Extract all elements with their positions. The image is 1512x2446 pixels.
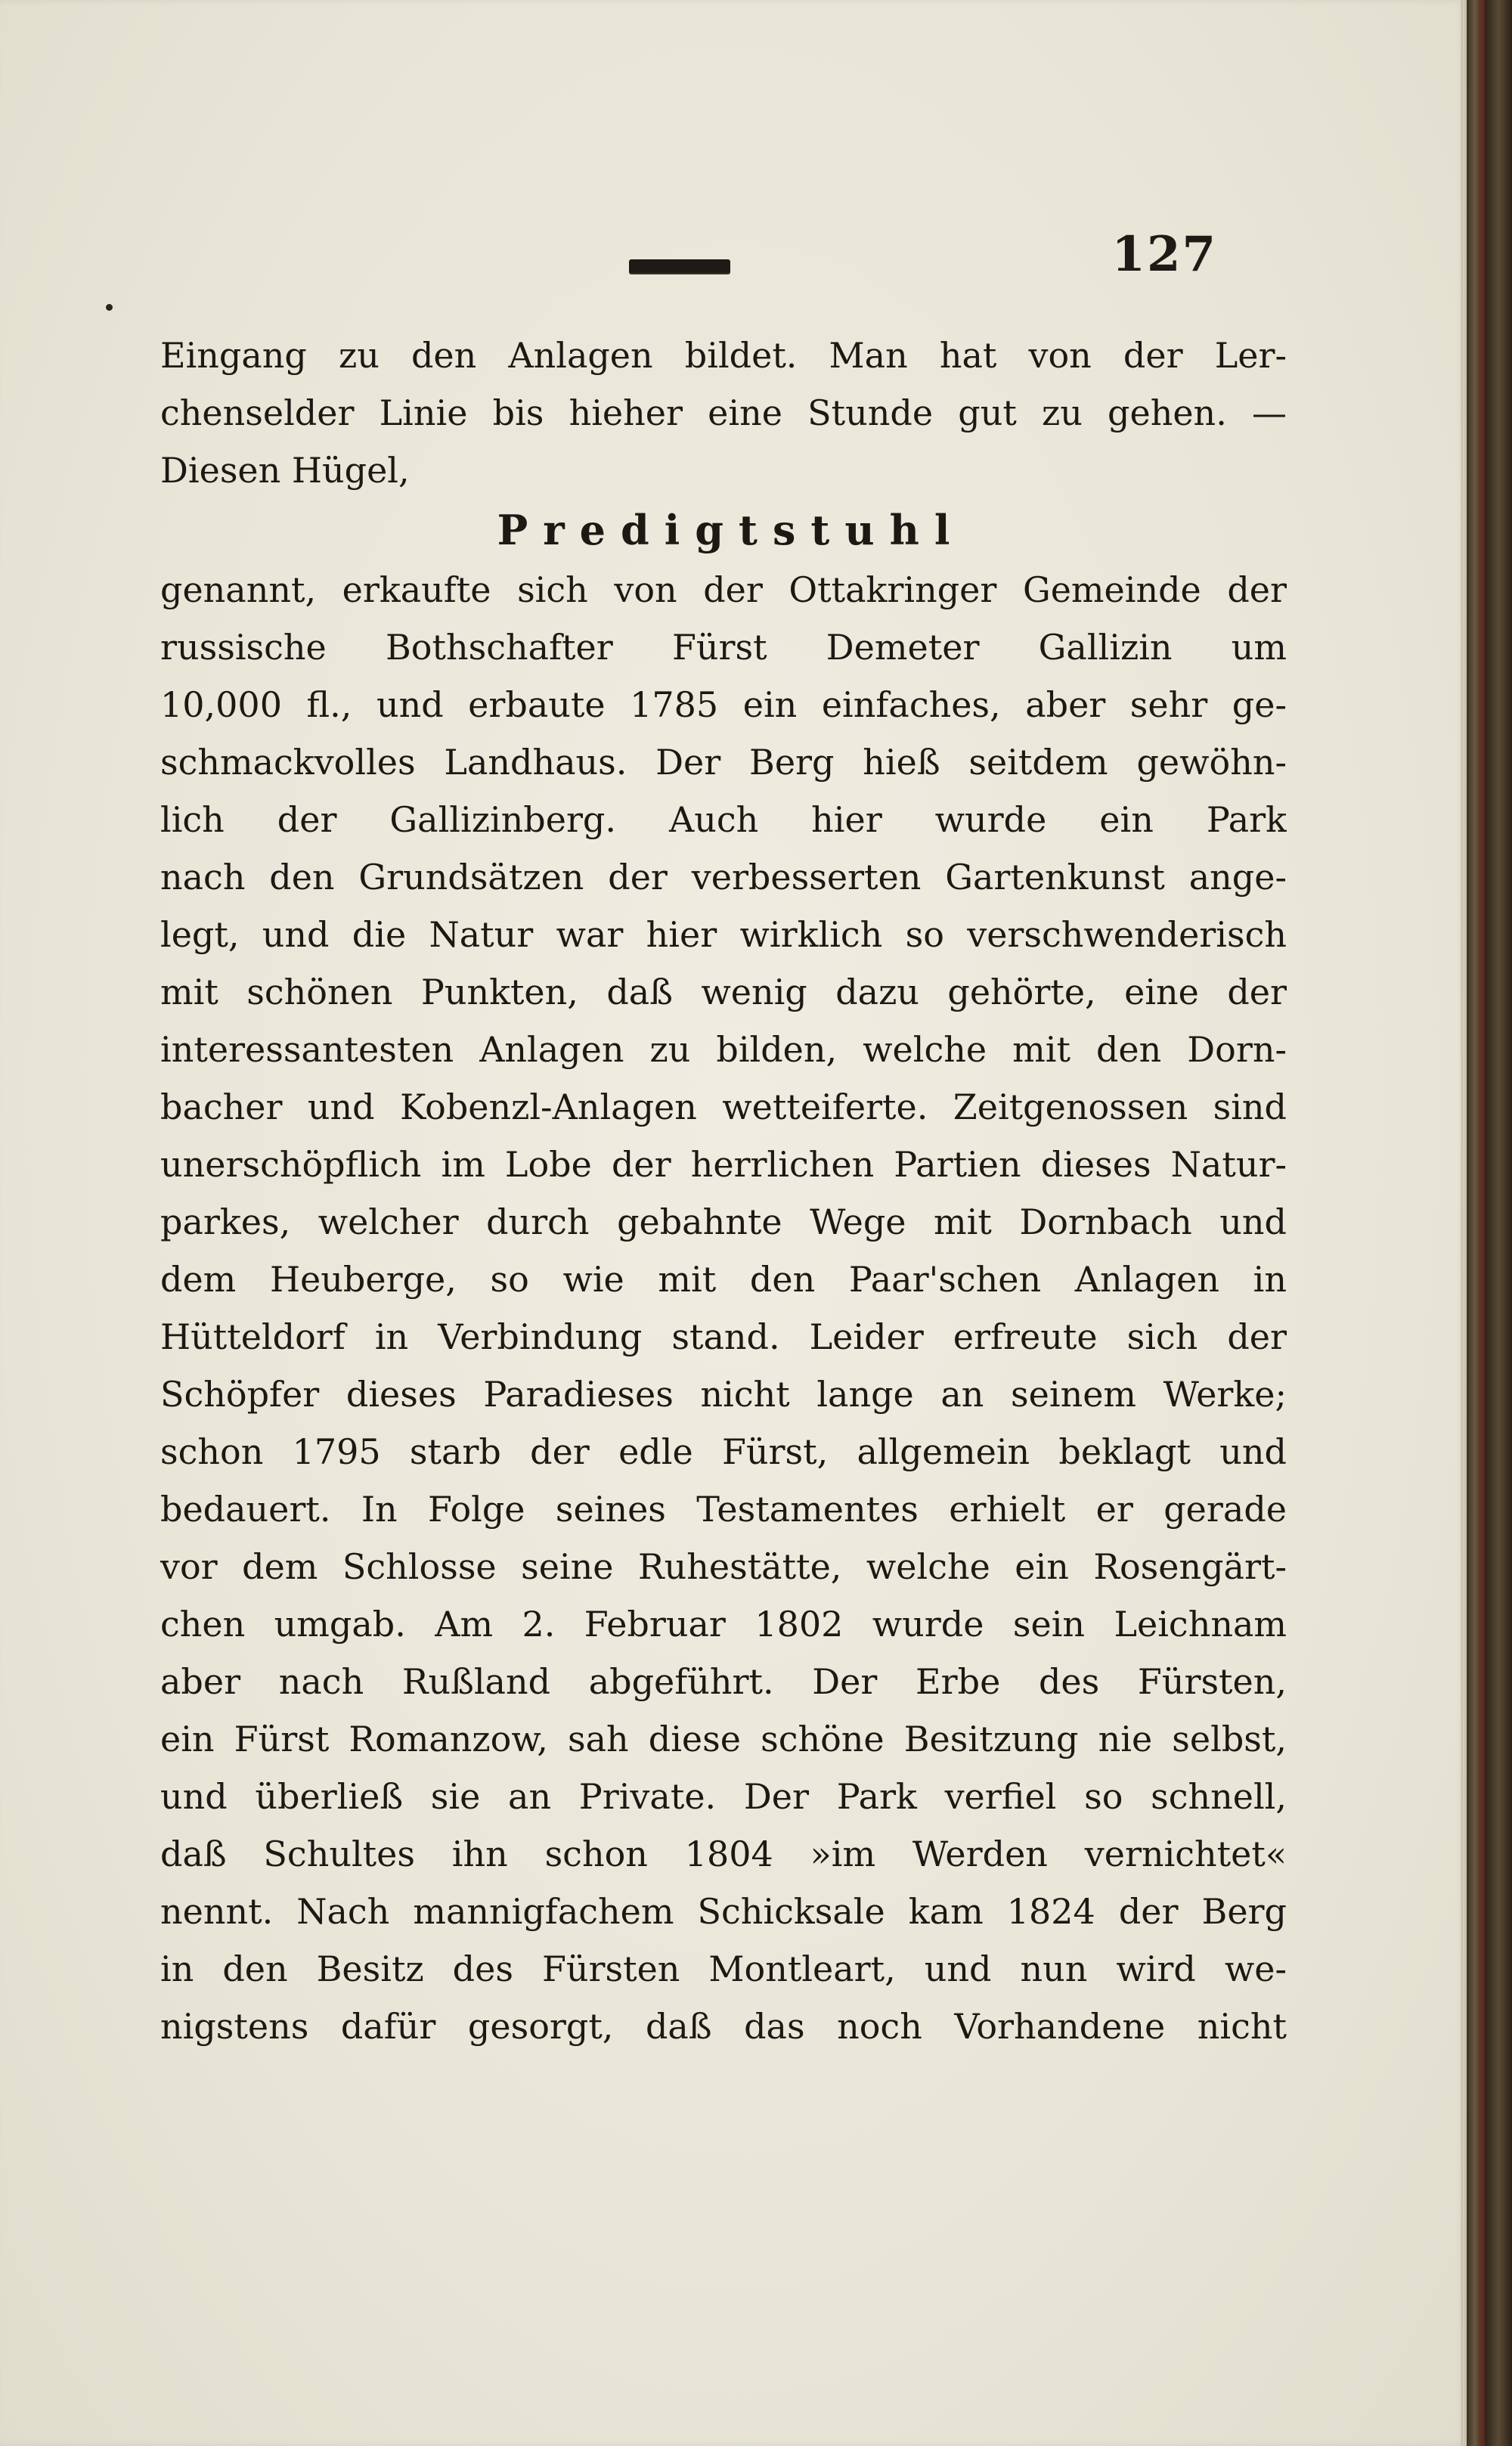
text-line: mit schönen Punkten, daß wenig dazu gehörte, eine der (160, 972, 1287, 1012)
text-line: und überließ sie an Private. Der Park verfiel so schnell, (160, 1776, 1287, 1817)
page-text (160, 327, 1287, 2055)
text-line: ein Fürst Romanzow, sah diese schöne Besitzung nie selbst, (160, 1719, 1287, 1759)
text-line: schmackvolles Landhaus. Der Berg hieß seitdem gewöhn- (160, 742, 1287, 783)
text-line: Diesen Hügel, (160, 450, 410, 491)
book-cover-edge (1467, 0, 1512, 2446)
text-line: Schöpfer dieses Paradieses nicht lange an seinem Werke; (160, 1374, 1287, 1415)
text-line: Hütteldorf in Verbindung stand. Leider erfreute sich der (160, 1316, 1287, 1357)
text-line: vor dem Schlosse seine Ruhestätte, welche ein Rosengärt- (160, 1546, 1287, 1587)
text-line: chen umgab. Am 2. Februar 1802 wurde sein Leichnam (160, 1604, 1287, 1645)
text-line: lich der Gallizinberg. Auch hier wurde ein Park (160, 799, 1287, 840)
text-line: interessantesten Anlagen zu bilden, welche mit den Dorn- (160, 1029, 1287, 1070)
text-line: daß Schultes ihn schon 1804 »im Werden vernichtet« (160, 1834, 1287, 1874)
book-spine-stripe (1479, 0, 1485, 2446)
text-line: bacher und Kobenzl-Anlagen wetteiferte. Zeitgenossen sind (160, 1087, 1287, 1127)
text-line: aber nach Rußland abgeführt. Der Erbe des Fürsten, (160, 1661, 1287, 1702)
section-heading: Predigtstuhl (497, 506, 965, 554)
text-line: schon 1795 starb der edle Fürst, allgemein beklagt und (160, 1431, 1287, 1472)
text-line: legt, und die Natur war hier wirklich so verschwenderisch (160, 914, 1287, 955)
text-line: unerschöpflich im Lobe der herrlichen Partien dieses Natur- (160, 1144, 1287, 1185)
text-line: russische Bothschafter Fürst Demeter Gallizin um (160, 627, 1287, 668)
page-number: 127 (1111, 226, 1217, 283)
text-line: chenselder Linie bis hieher eine Stunde gut zu gehen. — (160, 392, 1287, 433)
text-line: genannt, erkaufte sich von der Ottakringer Gemeinde der (160, 569, 1287, 610)
text-line: nennt. Nach mannigfachem Schicksale kam 1824 der Berg (160, 1891, 1287, 1932)
text-line: Eingang zu den Anlagen bildet. Man hat von der Ler- (160, 335, 1287, 376)
text-line: nach den Grundsätzen der verbesserten Gartenkunst ange- (160, 857, 1287, 897)
text-line: parkes, welcher durch gebahnte Wege mit Dornbach und (160, 1201, 1287, 1242)
text-line: bedauert. In Folge seines Testamentes erhielt er gerade (160, 1489, 1287, 1530)
text-line: nigstens dafür gesorgt, daß das noch Vorhandene nicht (160, 2006, 1287, 2047)
ink-fleck (106, 304, 113, 311)
text-line: in den Besitz des Fürsten Montleart, und nun wird we- (160, 1948, 1287, 1989)
text-line: 10,000 fl., und erbaute 1785 ein einfaches, aber sehr ge- (160, 684, 1287, 725)
header-rule (629, 259, 730, 273)
text-line: dem Heuberge, so wie mit den Paar'schen Anlagen in (160, 1259, 1287, 1300)
